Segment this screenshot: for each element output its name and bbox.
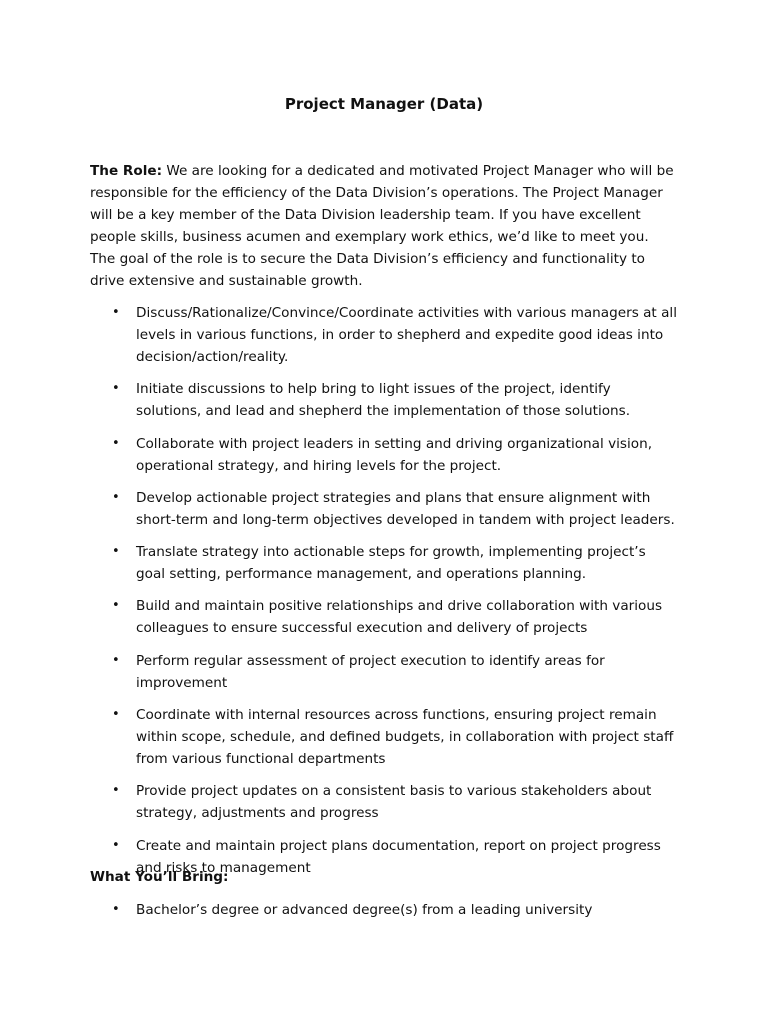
list-item: [90, 487, 678, 531]
bullet-icon: •: [112, 783, 120, 799]
list-item-text: Build and maintain positive relationships and drive collaboration with various colleagues to ensure successful execution and delivery of projects: [136, 598, 663, 637]
list-item-text: Bachelor’s degree or advanced degree(s) from a leading university: [136, 902, 593, 918]
list-item: [90, 595, 678, 639]
list-item: [90, 433, 678, 477]
list-item: [90, 780, 678, 824]
bullet-icon: •: [112, 598, 120, 614]
bullet-icon: •: [112, 652, 120, 668]
role-paragraph: [90, 160, 678, 292]
list-item: [90, 541, 678, 585]
responsibilities-list: [90, 302, 678, 889]
list-item-text: Create and maintain project plans documentation, report on project progress and risks to management: [136, 837, 661, 876]
role-text: We are looking for a dedicated and motivated Project Manager who will be responsible for the efficiency of the Data Division’s operations. The Project Manager will be a key member of the Data Division leadership team. If you have excellent people skills, business acumen and exemplary work ethics, we’d like to meet you. The goal of the role is to secure the Data Division’s efficiency and functionality to drive extensive and sustainable growth.: [90, 163, 674, 289]
bullet-icon: •: [112, 544, 120, 560]
list-item-text: Perform regular assessment of project execution to identify areas for improvement: [136, 652, 605, 691]
document-title: Project Manager (Data): [284, 95, 484, 113]
list-item: [90, 704, 678, 770]
list-item-text: Provide project updates on a consistent basis to various stakeholders about strategy, adjustments and progress: [136, 783, 652, 822]
bullet-icon: •: [112, 305, 120, 320]
list-item-text: Translate strategy into actionable steps for growth, implementing project’s goal setting, performance management, and operations planning.: [136, 544, 646, 583]
bullet-icon: •: [112, 435, 120, 451]
list-item-text: Coordinate with internal resources across functions, ensuring project remain within scope, schedule, and defined budgets, in collaboration with project staff from various functional departments: [136, 707, 674, 768]
list-item-text: Develop actionable project strategies and plans that ensure alignment with short-term and long-term objectives developed in tandem with project leaders.: [136, 489, 675, 528]
list-item: [90, 650, 678, 694]
list-item-text: Initiate discussions to help bring to light issues of the project, identify solutions, and lead and shepherd the implementation of those solutions.: [136, 381, 631, 420]
bring-heading: What You’ll Bring:: [90, 869, 229, 885]
bullet-icon: •: [112, 707, 120, 723]
bullet-icon: •: [112, 902, 120, 917]
bullet-icon: •: [112, 381, 120, 397]
requirements-list: [90, 899, 678, 921]
list-item: [90, 899, 678, 921]
list-item: [90, 378, 678, 422]
bullet-icon: •: [112, 489, 120, 505]
role-lead: The Role:: [90, 163, 163, 179]
list-item-text: Discuss/Rationalize/Convince/Coordinate activities with various managers at all levels in various functions, in order to shepherd and expedite good ideas into decision/action/reality.: [136, 305, 677, 365]
bullet-icon: •: [112, 837, 120, 853]
list-item-text: Collaborate with project leaders in setting and driving organizational vision, operational strategy, and hiring levels for the project.: [136, 435, 653, 474]
list-item: [90, 302, 678, 368]
